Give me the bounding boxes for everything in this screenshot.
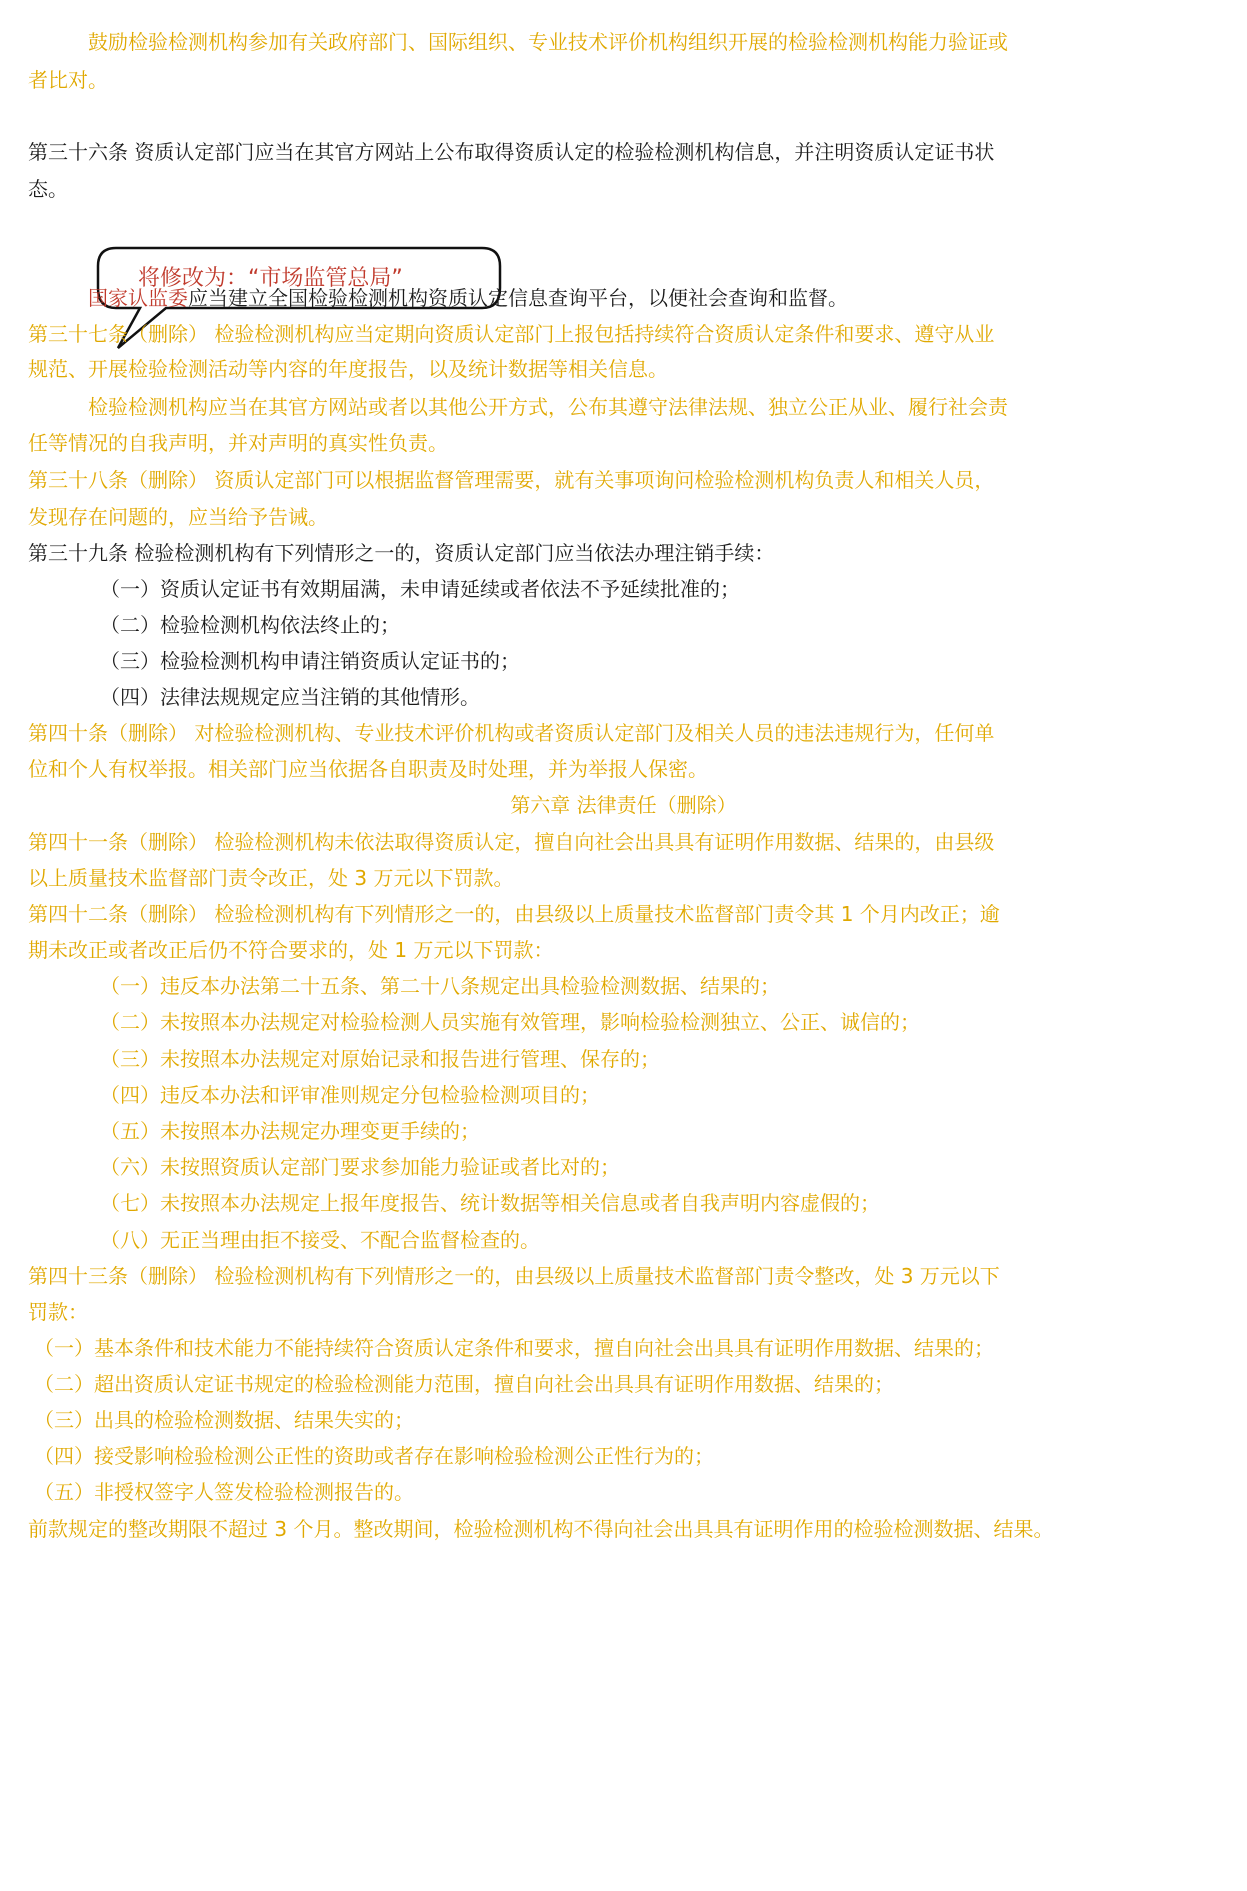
text-line: 位和个人有权举报。相关部门应当依据各自职责及时处理，并为举报人保密。 [28,757,708,781]
list-item: （七）未按照本办法规定上报年度报告、统计数据等相关信息或者自我声明内容虚假的； [100,1191,880,1215]
list-item: （五）未按照本办法规定办理变更手续的； [100,1119,480,1143]
list-item: （四）违反本办法和评审准则规定分包检验检测项目的； [100,1083,600,1107]
article-41: 第四十一条（删除） 检验检测机构未依法取得资质认定，擅自向社会出具具有证明作用数据、结果的，由县级 [28,830,995,854]
article-36: 第三十六条 资质认定部门应当在其官方网站上公布取得资质认定的检验检测机构信息，并注明资质认定证书状 [28,140,995,164]
list-item: （二）未按照本办法规定对检验检测人员实施有效管理，影响检验检测独立、公正、诚信的； [100,1010,920,1034]
text-line: 态。 [28,177,68,201]
list-item: （三）未按照本办法规定对原始记录和报告进行管理、保存的； [100,1047,660,1071]
article-43: 第四十三条（删除） 检验检测机构有下列情形之一的，由县级以上质量技术监督部门责令整改，处 3 万元以下 [28,1264,1000,1288]
list-item: （一）基本条件和技术能力不能持续符合资质认定条件和要求，擅自向社会出具具有证明作用数据、结果的； [34,1336,994,1360]
text-line: 者比对。 [28,68,108,92]
list-item: （二）超出资质认定证书规定的检验检测能力范围，擅自向社会出具具有证明作用数据、结果的； [34,1372,894,1396]
article-42: 第四十二条（删除） 检验检测机构有下列情形之一的，由县级以上质量技术监督部门责令其 1 个月内改正；逾 [28,902,1000,926]
text-line: 规范、开展检验检测活动等内容的年度报告，以及统计数据等相关信息。 [28,357,668,381]
article-40: 第四十条（删除） 对检验检测机构、专业技术评价机构或者资质认定部门及相关人员的违法违规行为，任何单 [28,721,995,745]
list-item: （八）无正当理由拒不接受、不配合监督检查的。 [100,1228,540,1252]
text-line: 以上质量技术监督部门责令改正，处 3 万元以下罚款。 [28,866,514,890]
text-span: 应当建立全国检验检测机构资质认定信息查询平台，以便社会查询和监督。 [188,286,848,310]
list-item: （一）违反本办法第二十五条、第二十八条规定出具检验检测数据、结果的； [100,974,780,998]
list-item: （四）法律法规规定应当注销的其他情形。 [100,685,480,709]
text-line: 检验检测机构应当在其官方网站或者以其他公开方式，公布其遵守法律法规、独立公正从业、履行社会责 [88,395,1008,419]
text-line: 发现存在问题的，应当给予告诫。 [28,505,328,529]
list-item: （四）接受影响检验检测公正性的资助或者存在影响检验检测公正性行为的； [34,1444,714,1468]
list-item: （三）检验检测机构申请注销资质认定证书的； [100,649,520,673]
annotation-text: 将修改为：“市场监管总局” [138,266,403,291]
text-line: 任等情况的自我声明，并对声明的真实性负责。 [28,431,448,455]
list-item: （三）出具的检验检测数据、结果失实的； [34,1408,414,1432]
text-line [88,284,848,312]
list-item: （六）未按照资质认定部门要求参加能力验证或者比对的； [100,1155,620,1179]
replaced-term: 国家认监委 [88,286,188,310]
text-line: 鼓励检验检测机构参加有关政府部门、国际组织、专业技术评价机构组织开展的检验检测机构能力验证或 [88,30,1008,54]
list-item: （一）资质认定证书有效期届满，未申请延续或者依法不予延续批准的； [100,577,740,601]
list-item: （二）检验检测机构依法终止的； [100,613,400,637]
article-38: 第三十八条（删除） 资质认定部门可以根据监督管理需要，就有关事项询问检验检测机构负责人和相关人员， [28,468,995,492]
chapter-heading: 第六章 法律责任（删除） [510,793,737,817]
text-line: 期未改正或者改正后仍不符合要求的，处 1 万元以下罚款： [28,938,554,962]
text-line: 前款规定的整改期限不超过 3 个月。整改期间，检验检测机构不得向社会出具具有证明作用的检验检测数据、结果。 [28,1517,1054,1541]
text-line: 罚款： [28,1300,88,1324]
article-37: 第三十七条（删除） 检验检测机构应当定期向资质认定部门上报包括持续符合资质认定条件和要求、遵守从业 [28,322,995,346]
article-39: 第三十九条 检验检测机构有下列情形之一的，资质认定部门应当依法办理注销手续： [28,541,775,565]
list-item: （五）非授权签字人签发检验检测报告的。 [34,1480,414,1504]
